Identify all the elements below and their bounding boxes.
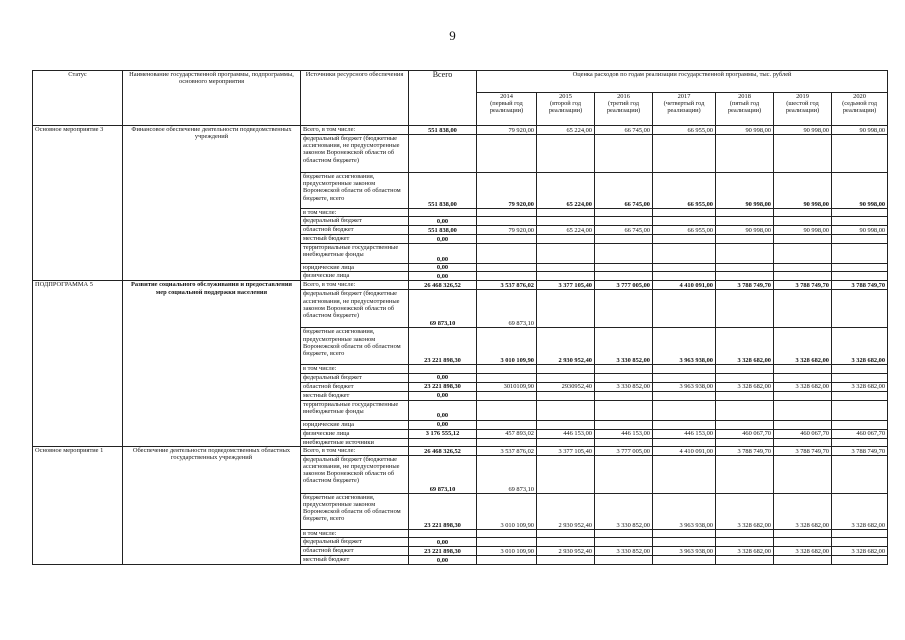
row-value-2015: 446 153,00 [537, 429, 595, 438]
row-value-2020 [832, 538, 888, 547]
row-value-2019 [774, 244, 832, 264]
row-source: федеральный бюджет (бюджетные ассигнования, не предусмотренные законом Воронежской области об областном бюджете) [301, 290, 409, 328]
row-value-2019 [774, 290, 832, 328]
row-value-2020 [832, 217, 888, 226]
header-year-2016 [595, 93, 653, 126]
row-value-2017 [653, 556, 716, 565]
row-source: местный бюджет [301, 391, 409, 400]
header-year-2018 [716, 93, 774, 126]
row-value-2019 [774, 438, 832, 446]
row-value-2020 [832, 365, 888, 373]
row-total [409, 209, 477, 217]
row-value-2017 [653, 391, 716, 400]
row-source: областной бюджет [301, 547, 409, 556]
row-value-2016 [595, 244, 653, 264]
row-value-2019 [774, 538, 832, 547]
row-total: 0,00 [409, 373, 477, 382]
row-value-2020 [832, 529, 888, 537]
row-value-2018: 3 328 682,00 [716, 382, 774, 391]
row-value-2018: 90 998,00 [716, 173, 774, 209]
row-value-2017: 3 963 938,00 [653, 382, 716, 391]
row-value-2017 [653, 235, 716, 244]
row-value-2020: 90 998,00 [832, 173, 888, 209]
row-value-2014: 3 537 876,02 [477, 446, 537, 455]
row-value-2020 [832, 244, 888, 264]
row-source: федеральный бюджет (бюджетные ассигнования, не предусмотренные законом Воронежской области об областном бюджете) [301, 135, 409, 173]
header-year-note: (шестой год реализации) [785, 100, 820, 115]
row-program-name: Обеспечение деятельности подведомственных областных государственных учреждений [123, 446, 301, 564]
row-value-2014: 69 873,10 [477, 290, 537, 328]
row-value-2020: 3 328 682,00 [832, 493, 888, 529]
row-value-2014: 3 010 109,90 [477, 493, 537, 529]
row-value-2015: 2 930 952,40 [537, 328, 595, 365]
row-value-2018 [716, 400, 774, 420]
row-value-2016 [595, 538, 653, 547]
row-value-2016 [595, 391, 653, 400]
row-value-2018: 3 328 682,00 [716, 547, 774, 556]
row-value-2019: 460 067,70 [774, 429, 832, 438]
row-value-2020: 3 788 749,70 [832, 281, 888, 290]
header-year-note: (четвертый год реализации) [663, 100, 705, 115]
row-value-2016 [595, 373, 653, 382]
row-value-2014: 79 920,00 [477, 173, 537, 209]
row-total: 0,00 [409, 420, 477, 429]
table-row [33, 126, 888, 135]
row-value-2017 [653, 135, 716, 173]
row-program-name: Развитие социального обслуживания и предоставления мер социальной поддержки населения [123, 281, 301, 446]
row-value-2020 [832, 272, 888, 281]
row-total: 23 221 898,30 [409, 328, 477, 365]
row-value-2016 [595, 455, 653, 493]
row-total: 551 838,00 [409, 126, 477, 135]
row-value-2016 [595, 235, 653, 244]
row-value-2017 [653, 400, 716, 420]
row-status: Основное мероприятие 3 [33, 126, 123, 281]
row-value-2016: 446 153,00 [595, 429, 653, 438]
row-value-2014 [477, 217, 537, 226]
row-value-2015: 2 930 952,40 [537, 493, 595, 529]
row-value-2020 [832, 290, 888, 328]
row-value-2019 [774, 455, 832, 493]
row-value-2019 [774, 556, 832, 565]
row-value-2019 [774, 365, 832, 373]
header-year-note: (пятый год реализации) [727, 100, 762, 115]
row-value-2017: 4 410 091,00 [653, 446, 716, 455]
row-total: 0,00 [409, 391, 477, 400]
row-value-2014: 457 893,02 [477, 429, 537, 438]
row-value-2020 [832, 135, 888, 173]
row-value-2014 [477, 209, 537, 217]
row-value-2016 [595, 217, 653, 226]
row-source: бюджетные ассигнования, предусмотренные законом Воронежской области об областном бюджете, всего [301, 328, 409, 365]
row-value-2018 [716, 365, 774, 373]
row-value-2014: 3010109,90 [477, 382, 537, 391]
row-value-2014 [477, 420, 537, 429]
row-value-2015 [537, 209, 595, 217]
table-body [33, 71, 888, 565]
row-value-2015: 2 930 952,40 [537, 547, 595, 556]
row-program-name: Финансовое обеспечение деятельности подведомственных учреждений [123, 126, 301, 281]
row-total: 69 873,10 [409, 455, 477, 493]
row-source: территориальные государственные внебюджетные фонды [301, 244, 409, 264]
row-value-2020 [832, 400, 888, 420]
row-value-2014 [477, 272, 537, 281]
row-source: в том числе: [301, 209, 409, 217]
row-value-2020: 90 998,00 [832, 126, 888, 135]
row-value-2016 [595, 420, 653, 429]
row-value-2015 [537, 135, 595, 173]
row-value-2015 [537, 365, 595, 373]
row-value-2015: 2930952,40 [537, 382, 595, 391]
row-source: физические лица [301, 272, 409, 281]
row-value-2014 [477, 244, 537, 264]
row-value-2017: 66 955,00 [653, 226, 716, 235]
row-source: физические лица [301, 429, 409, 438]
row-value-2015: 3 377 105,40 [537, 281, 595, 290]
row-value-2019 [774, 391, 832, 400]
row-value-2015: 65 224,00 [537, 226, 595, 235]
row-value-2014: 3 010 109,90 [477, 547, 537, 556]
row-value-2014 [477, 365, 537, 373]
row-total: 26 468 326,52 [409, 446, 477, 455]
row-value-2014 [477, 391, 537, 400]
row-value-2017: 3 963 938,00 [653, 328, 716, 365]
row-value-2019: 3 788 749,70 [774, 446, 832, 455]
row-total: 0,00 [409, 272, 477, 281]
row-value-2020 [832, 209, 888, 217]
row-value-2016 [595, 135, 653, 173]
row-value-2018 [716, 538, 774, 547]
row-value-2019 [774, 235, 832, 244]
row-value-2020: 3 328 682,00 [832, 547, 888, 556]
header-year-2015 [537, 93, 595, 126]
row-value-2018 [716, 391, 774, 400]
row-value-2014: 3 010 109,90 [477, 328, 537, 365]
header-year-label: 2020 [853, 93, 866, 100]
row-value-2018 [716, 556, 774, 565]
row-value-2019 [774, 217, 832, 226]
row-value-2018 [716, 420, 774, 429]
header-sources: Источники ресурсного обеспечения [301, 71, 409, 126]
row-value-2016: 3 330 852,00 [595, 547, 653, 556]
row-value-2016 [595, 556, 653, 565]
row-value-2015 [537, 290, 595, 328]
row-value-2017 [653, 420, 716, 429]
row-total [409, 529, 477, 537]
row-value-2020 [832, 438, 888, 446]
row-source: Всего, в том числе: [301, 126, 409, 135]
row-value-2020: 3 328 682,00 [832, 382, 888, 391]
row-value-2018 [716, 272, 774, 281]
row-value-2016 [595, 400, 653, 420]
row-value-2015 [537, 438, 595, 446]
row-value-2016: 66 745,00 [595, 173, 653, 209]
row-value-2016: 3 330 852,00 [595, 382, 653, 391]
row-total: 23 221 898,30 [409, 547, 477, 556]
row-source: в том числе: [301, 365, 409, 373]
row-value-2018: 3 328 682,00 [716, 493, 774, 529]
header-year-note: (первый год реализации) [489, 100, 524, 115]
row-value-2019: 3 328 682,00 [774, 493, 832, 529]
row-value-2017 [653, 529, 716, 537]
row-source: территориальные государственные внебюджетные фонды [301, 400, 409, 420]
row-value-2017 [653, 290, 716, 328]
header-status: Статус [33, 71, 123, 126]
row-value-2014 [477, 400, 537, 420]
row-value-2017: 66 955,00 [653, 126, 716, 135]
row-value-2017: 3 963 938,00 [653, 547, 716, 556]
row-value-2015 [537, 556, 595, 565]
row-value-2017 [653, 209, 716, 217]
header-year-label: 2017 [677, 93, 691, 100]
header-year-label: 2014 [500, 93, 513, 100]
row-value-2018: 3 788 749,70 [716, 446, 774, 455]
row-value-2018 [716, 373, 774, 382]
row-total: 0,00 [409, 538, 477, 547]
row-value-2015 [537, 244, 595, 264]
row-value-2017: 4 410 091,00 [653, 281, 716, 290]
row-value-2020 [832, 556, 888, 565]
row-value-2014 [477, 438, 537, 446]
row-value-2019: 3 788 749,70 [774, 281, 832, 290]
row-value-2020 [832, 420, 888, 429]
row-value-2020: 3 788 749,70 [832, 446, 888, 455]
row-source: Всего, в том числе: [301, 281, 409, 290]
row-value-2016: 3 777 005,00 [595, 281, 653, 290]
row-value-2017 [653, 373, 716, 382]
row-value-2017: 66 955,00 [653, 173, 716, 209]
row-value-2015 [537, 400, 595, 420]
row-value-2019 [774, 400, 832, 420]
row-total: 0,00 [409, 244, 477, 264]
row-total: 23 221 898,30 [409, 493, 477, 529]
row-value-2018 [716, 264, 774, 272]
row-value-2016 [595, 290, 653, 328]
row-source: местный бюджет [301, 556, 409, 565]
row-value-2016 [595, 209, 653, 217]
row-source: юридические лица [301, 420, 409, 429]
header-year-note: (седьмой год реализации) [842, 100, 878, 115]
row-status: Основное мероприятие 1 [33, 446, 123, 564]
row-value-2019 [774, 529, 832, 537]
row-value-2015 [537, 217, 595, 226]
header-year-label: 2015 [559, 93, 572, 100]
row-value-2014: 79 920,00 [477, 126, 537, 135]
row-total: 0,00 [409, 235, 477, 244]
row-value-2015 [537, 538, 595, 547]
row-value-2015 [537, 264, 595, 272]
row-value-2014: 79 920,00 [477, 226, 537, 235]
row-value-2015 [537, 373, 595, 382]
header-year-label: 2016 [617, 93, 630, 100]
header-year-label: 2018 [738, 93, 751, 100]
row-value-2014 [477, 556, 537, 565]
header-name: Наименование государственной программы, подпрограммы, основного мероприятия [123, 71, 301, 126]
row-value-2016 [595, 529, 653, 537]
row-value-2019: 90 998,00 [774, 173, 832, 209]
row-value-2015 [537, 272, 595, 281]
row-value-2014 [477, 235, 537, 244]
header-year-label: 2019 [796, 93, 809, 100]
row-value-2016: 66 745,00 [595, 126, 653, 135]
row-source: федеральный бюджет (бюджетные ассигнования, не предусмотренные законом Воронежской области об областном бюджете) [301, 455, 409, 493]
row-value-2018 [716, 209, 774, 217]
row-value-2019: 3 328 682,00 [774, 547, 832, 556]
row-value-2019: 3 328 682,00 [774, 328, 832, 365]
row-value-2020: 90 998,00 [832, 226, 888, 235]
row-source: федеральный бюджет [301, 538, 409, 547]
row-value-2017 [653, 217, 716, 226]
row-value-2015 [537, 420, 595, 429]
row-value-2018 [716, 135, 774, 173]
row-value-2017 [653, 272, 716, 281]
row-value-2014 [477, 529, 537, 537]
row-total: 0,00 [409, 400, 477, 420]
row-value-2017: 446 153,00 [653, 429, 716, 438]
header-year-note: (третий год реализации) [606, 100, 641, 115]
row-value-2019 [774, 272, 832, 281]
row-value-2014 [477, 135, 537, 173]
row-value-2016: 3 330 852,00 [595, 493, 653, 529]
row-value-2017 [653, 538, 716, 547]
row-value-2020 [832, 455, 888, 493]
header-year-2014 [477, 93, 537, 126]
header-year-2017 [653, 93, 716, 126]
row-value-2019: 90 998,00 [774, 226, 832, 235]
row-value-2018: 460 067,70 [716, 429, 774, 438]
row-source: бюджетные ассигнования, предусмотренные законом Воронежской области об областном бюджете, всего [301, 493, 409, 529]
row-value-2018 [716, 235, 774, 244]
budget-table [32, 70, 888, 565]
row-value-2018 [716, 529, 774, 537]
row-value-2015 [537, 455, 595, 493]
row-total: 23 221 898,30 [409, 382, 477, 391]
row-total [409, 438, 477, 446]
row-total: 3 176 555,12 [409, 429, 477, 438]
row-value-2014 [477, 373, 537, 382]
row-source: федеральный бюджет [301, 217, 409, 226]
row-value-2018 [716, 217, 774, 226]
header-estimate: Оценка расходов по годам реализации государственной программы, тыс. рублей [477, 71, 888, 93]
row-value-2015: 3 377 105,40 [537, 446, 595, 455]
row-value-2016 [595, 438, 653, 446]
row-value-2017 [653, 455, 716, 493]
row-value-2020: 460 067,70 [832, 429, 888, 438]
row-total: 0,00 [409, 217, 477, 226]
row-value-2017 [653, 365, 716, 373]
row-value-2017 [653, 244, 716, 264]
row-source: областной бюджет [301, 226, 409, 235]
row-total [409, 365, 477, 373]
row-total: 551 838,00 [409, 226, 477, 235]
row-value-2015: 65 224,00 [537, 126, 595, 135]
row-total: 0,00 [409, 264, 477, 272]
row-value-2019 [774, 264, 832, 272]
row-total: 0,00 [409, 556, 477, 565]
row-total [409, 135, 477, 173]
row-value-2019: 3 328 682,00 [774, 382, 832, 391]
row-value-2018: 90 998,00 [716, 126, 774, 135]
row-value-2020 [832, 235, 888, 244]
row-value-2017 [653, 264, 716, 272]
row-value-2020: 3 328 682,00 [832, 328, 888, 365]
header-total: Всего [409, 71, 477, 126]
row-value-2019 [774, 373, 832, 382]
row-value-2017 [653, 438, 716, 446]
row-source: бюджетные ассигнования, предусмотренные законом Воронежской области об областном бюджете, всего [301, 173, 409, 209]
row-value-2016 [595, 365, 653, 373]
row-value-2018: 3 788 749,70 [716, 281, 774, 290]
table-row [33, 281, 888, 290]
row-value-2015 [537, 529, 595, 537]
row-value-2016 [595, 264, 653, 272]
row-value-2014: 69 873,10 [477, 455, 537, 493]
table-row [33, 446, 888, 455]
row-total: 26 468 326,52 [409, 281, 477, 290]
row-total: 69 873,10 [409, 290, 477, 328]
row-value-2016: 66 745,00 [595, 226, 653, 235]
row-value-2014 [477, 264, 537, 272]
row-value-2018 [716, 290, 774, 328]
header-year-note: (второй год реализации) [548, 100, 583, 115]
row-source: федеральный бюджет [301, 373, 409, 382]
row-value-2014: 3 537 876,02 [477, 281, 537, 290]
row-value-2020 [832, 373, 888, 382]
row-value-2015 [537, 391, 595, 400]
row-value-2015: 65 224,00 [537, 173, 595, 209]
row-value-2016: 3 330 852,00 [595, 328, 653, 365]
row-source: местный бюджет [301, 235, 409, 244]
row-value-2018: 90 998,00 [716, 226, 774, 235]
row-source: юридические лица [301, 264, 409, 272]
row-total: 551 838,00 [409, 173, 477, 209]
row-value-2019 [774, 209, 832, 217]
row-value-2018 [716, 455, 774, 493]
row-value-2019 [774, 135, 832, 173]
row-value-2019: 90 998,00 [774, 126, 832, 135]
row-value-2016: 3 777 005,00 [595, 446, 653, 455]
row-source: областной бюджет [301, 382, 409, 391]
row-value-2020 [832, 391, 888, 400]
row-source: Всего, в том числе: [301, 446, 409, 455]
row-status: ПОДПРОГРАММА 5 [33, 281, 123, 446]
header-year-2020 [832, 93, 888, 126]
row-value-2015 [537, 235, 595, 244]
row-value-2016 [595, 272, 653, 281]
row-value-2018: 3 328 682,00 [716, 328, 774, 365]
page-number: 9 [449, 28, 456, 43]
row-value-2018 [716, 244, 774, 264]
header-year-2019 [774, 93, 832, 126]
row-value-2019 [774, 420, 832, 429]
row-source: в том числе: [301, 529, 409, 537]
row-value-2020 [832, 264, 888, 272]
row-value-2018 [716, 438, 774, 446]
row-value-2017: 3 963 938,00 [653, 493, 716, 529]
row-value-2014 [477, 538, 537, 547]
row-source: внебюджетные источники [301, 438, 409, 446]
